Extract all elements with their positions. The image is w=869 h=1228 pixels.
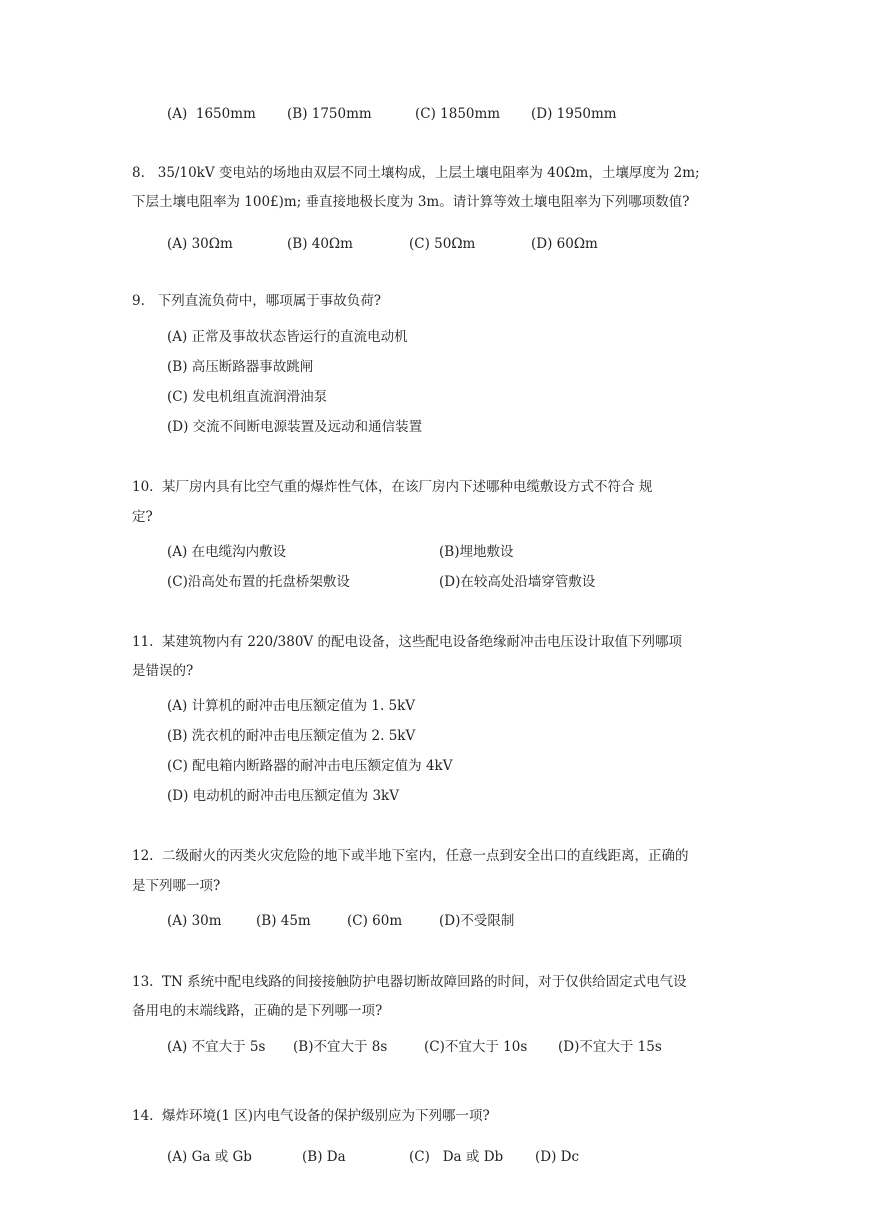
q12-option-a: (A) 30m bbox=[167, 913, 222, 929]
q10-stem-line-1: 10. 某厂房内具有比空气重的爆炸性气体，在该厂房内下述哪种电缆敷设方式不符合 规 bbox=[132, 479, 653, 495]
q7-option-d: (D) 1950mm bbox=[531, 106, 617, 122]
q11-option-d: (D) 电动机的耐冲击电压额定值为 3kV bbox=[167, 788, 399, 804]
q8-option-a: (A) 30Ωm bbox=[167, 236, 233, 252]
q10-option-a: (A) 在电缆沟内敷设 bbox=[167, 544, 287, 560]
q9-option-c: (C) 发电机组直流润滑油泵 bbox=[167, 389, 328, 405]
q13-option-a: (A) 不宜大于 5s bbox=[167, 1039, 266, 1055]
q13-stem-line-1: 13. TN 系统中配电线路的间接接触防护电器切断故障回路的时间，对于仅供给固定式电气设 bbox=[132, 974, 687, 990]
q13-option-d: (D)不宜大于 15s bbox=[558, 1039, 662, 1055]
q8-stem-line-2: 下层土壤电阻率为 100£)m; 垂直接地极长度为 3m。请计算等效土壤电阻率为下列哪项数值? bbox=[132, 194, 690, 210]
q10-option-d: (D)在较高处沿墙穿管敷设 bbox=[439, 574, 596, 590]
q10-stem-line-2: 定? bbox=[132, 509, 153, 525]
q13-option-c: (C)不宜大于 10s bbox=[424, 1039, 528, 1055]
q13-option-b: (B)不宜大于 8s bbox=[293, 1039, 388, 1055]
q11-stem-line-1: 11. 某建筑物内有 220/380V 的配电设备，这些配电设备绝缘耐冲击电压设计取值下列哪项 bbox=[132, 634, 682, 650]
q12-option-c: (C) 60m bbox=[347, 913, 403, 929]
q11-option-b: (B) 洗衣机的耐冲击电压额定值为 2. 5kV bbox=[167, 728, 416, 744]
q12-stem-line-1: 12. 二级耐火的丙类火灾危险的地下或半地下室内，任意一点到安全出口的直线距离，正确的 bbox=[132, 848, 689, 864]
q12-stem-line-2: 是下列哪一项? bbox=[132, 878, 221, 894]
q9-option-a: (A) 正常及事故状态皆运行的直流电动机 bbox=[167, 329, 408, 345]
q9-option-b: (B) 高压断路器事故跳闸 bbox=[167, 359, 314, 375]
q10-option-b: (B)埋地敷设 bbox=[439, 544, 514, 560]
q11-stem-line-2: 是错误的? bbox=[132, 663, 194, 679]
q12-option-b: (B) 45m bbox=[256, 913, 311, 929]
q7-option-c: (C) 1850mm bbox=[415, 106, 501, 122]
q14-option-a: (A) Ga 或 Gb bbox=[167, 1149, 252, 1165]
q8-option-c: (C) 50Ωm bbox=[409, 236, 476, 252]
q7-option-a: (A) 1650mm bbox=[167, 106, 256, 122]
q11-option-c: (C) 配电箱内断路器的耐冲击电压额定值为 4kV bbox=[167, 758, 453, 774]
q11-option-a: (A) 计算机的耐冲击电压额定值为 1. 5kV bbox=[167, 698, 416, 714]
q10-option-c: (C)沿高处布置的托盘桥架敷设 bbox=[167, 574, 350, 590]
q8-option-d: (D) 60Ωm bbox=[531, 236, 598, 252]
q7-option-b: (B) 1750mm bbox=[287, 106, 372, 122]
q14-stem: 14. 爆炸环境(1 区)内电气设备的保护级别应为下列哪一项? bbox=[132, 1108, 490, 1124]
q8-option-b: (B) 40Ωm bbox=[287, 236, 353, 252]
q9-stem: 9. 下列直流负荷中，哪项属于事故负荷? bbox=[132, 293, 381, 309]
q9-option-d: (D) 交流不间断电源装置及远动和通信装置 bbox=[167, 419, 423, 435]
q13-stem-line-2: 备用电的末端线路，正确的是下列哪一项? bbox=[132, 1003, 383, 1019]
q8-stem-line-1: 8. 35/10kV 变电站的场地由双层不同土壤构成，上层土壤电阻率为 40Ωm，土壤厚度为 2m; bbox=[132, 165, 700, 181]
q12-option-d: (D)不受限制 bbox=[439, 913, 515, 929]
q14-option-b: (B) Da bbox=[302, 1149, 346, 1165]
q14-option-c: (C) Da 或 Db bbox=[409, 1149, 504, 1165]
q14-option-d: (D) Dc bbox=[535, 1149, 580, 1165]
